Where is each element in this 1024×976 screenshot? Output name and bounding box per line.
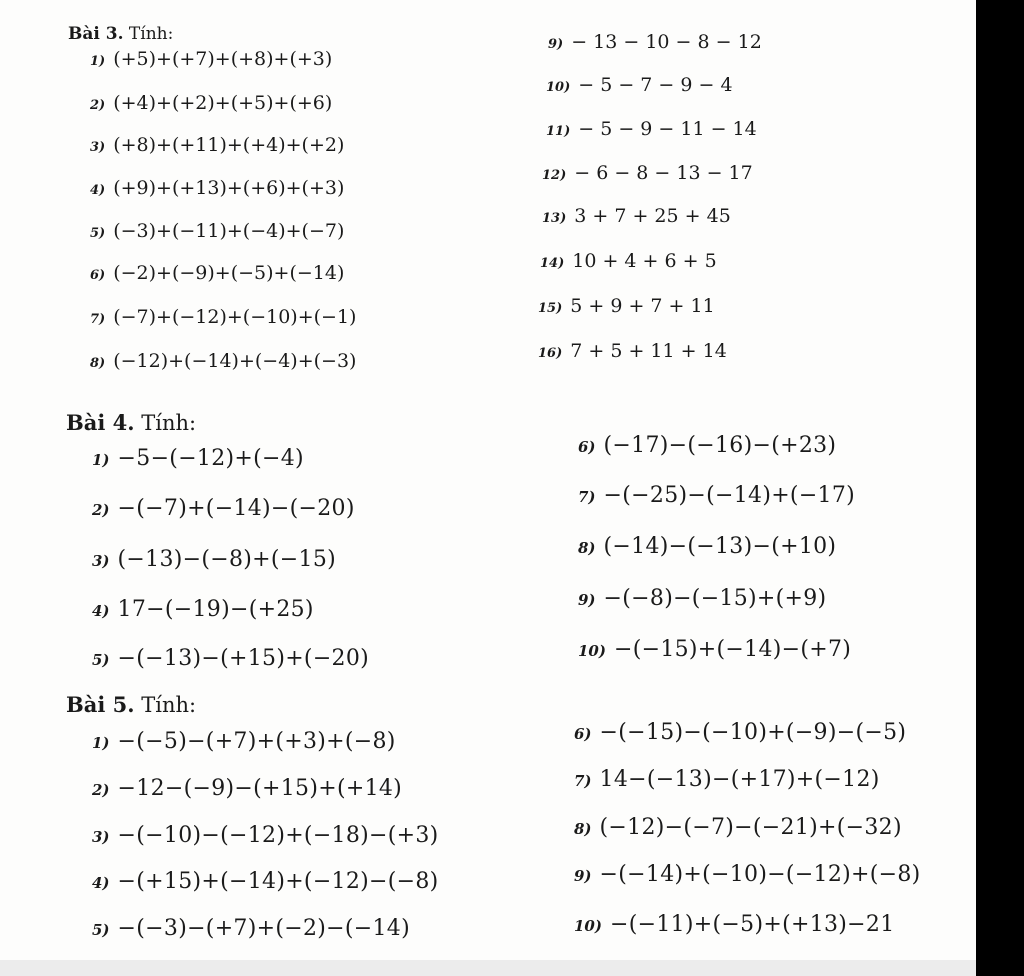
exercise-number: 7)	[574, 772, 592, 790]
exercise-number: 1)	[92, 451, 110, 469]
bai3-exercise-12	[542, 162, 753, 184]
exercise-number: 6)	[90, 268, 106, 283]
exercise-number: 10)	[574, 917, 602, 935]
exercise-number: 8)	[90, 356, 106, 371]
exercise-expression: (−2)+(−9)+(−5)+(−14)	[113, 262, 345, 284]
bai3-exercise-8	[90, 350, 356, 372]
exercise-expression: −(−10)−(−12)+(−18)−(+3)	[117, 823, 439, 848]
exercise-number: 4)	[92, 602, 110, 620]
bai5-exercise-8	[574, 815, 902, 840]
bai3-exercise-15	[538, 295, 715, 317]
exercise-expression: −(−5)−(+7)+(+3)+(−8)	[117, 729, 396, 754]
exercise-expression: − 5 − 7 − 9 − 4	[578, 74, 733, 96]
exercise-expression: −(−25)−(−14)+(−17)	[603, 483, 856, 508]
exercise-expression: (−3)+(−11)+(−4)+(−7)	[113, 220, 345, 242]
bai4-title-bold: Bài 4.	[66, 410, 135, 435]
bai3-exercise-11	[546, 118, 757, 140]
exercise-number: 4)	[90, 183, 106, 198]
bai3-exercise-1	[90, 48, 332, 70]
exercise-number: 5)	[92, 921, 110, 939]
exercise-expression: (−17)−(−16)−(+23)	[603, 433, 837, 458]
bai5-title-rest: Tính:	[141, 693, 197, 717]
bai5-exercise-6	[574, 720, 906, 745]
exercise-number: 3)	[92, 828, 110, 846]
exercise-number: 11)	[546, 124, 571, 139]
exercise-number: 16)	[538, 346, 563, 361]
exercise-expression: −(−3)−(+7)+(−2)−(−14)	[117, 916, 410, 941]
exercise-expression: −12−(−9)−(+15)+(+14)	[117, 776, 403, 801]
exercise-expression: 7 + 5 + 11 + 14	[570, 340, 727, 362]
exercise-number: 12)	[542, 168, 567, 183]
exercise-expression: −(−14)+(−10)−(−12)+(−8)	[599, 862, 921, 887]
exercise-expression: −(−11)+(−5)+(+13)−21	[609, 912, 895, 937]
exercise-expression: (−12)−(−7)−(−21)+(−32)	[599, 815, 902, 840]
bai4-exercise-3	[92, 547, 336, 572]
exercise-expression: − 5 − 9 − 11 − 14	[578, 118, 757, 140]
exercise-expression: (+9)+(+13)+(+6)+(+3)	[113, 177, 345, 199]
bai4-exercise-4	[92, 597, 314, 622]
bai3-exercise-16	[538, 340, 727, 362]
bai5-title-bold: Bài 5.	[66, 692, 135, 717]
exercise-number: 9)	[578, 591, 596, 609]
bai4-exercise-9	[578, 586, 826, 611]
bai4-exercise-5	[92, 646, 369, 671]
exercise-expression: 10 + 4 + 6 + 5	[572, 250, 717, 272]
exercise-expression: −(−8)−(−15)+(+9)	[603, 586, 827, 611]
exercise-expression: (−14)−(−13)−(+10)	[603, 534, 837, 559]
exercise-number: 5)	[90, 226, 106, 241]
bai3-exercise-9	[548, 31, 762, 53]
exercise-number: 13)	[542, 211, 567, 226]
bai3-heading	[68, 24, 173, 44]
bai4-exercise-8	[578, 534, 836, 559]
exercise-number: 8)	[574, 820, 592, 838]
exercise-expression: (−7)+(−12)+(−10)+(−1)	[113, 306, 357, 328]
exercise-number: 9)	[574, 867, 592, 885]
bai3-title-bold: Bài 3.	[68, 24, 124, 44]
exercise-number: 2)	[92, 781, 110, 799]
bai3-exercise-4	[90, 177, 344, 199]
exercise-number: 6)	[578, 438, 596, 456]
bai3-exercise-5	[90, 220, 344, 242]
bai5-exercise-10	[574, 912, 895, 937]
bai5-exercise-2	[92, 776, 402, 801]
exercise-number: 3)	[90, 140, 106, 155]
exercise-number: 2)	[92, 501, 110, 519]
bai4-exercise-7	[578, 483, 855, 508]
exercise-number: 8)	[578, 539, 596, 557]
exercise-expression: (−12)+(−14)+(−4)+(−3)	[113, 350, 357, 372]
exercise-expression: 17−(−19)−(+25)	[117, 597, 314, 622]
bai5-exercise-1	[92, 729, 396, 754]
bai5-exercise-7	[574, 767, 880, 792]
exercise-number: 7)	[578, 488, 596, 506]
exercise-number: 6)	[574, 725, 592, 743]
bai4-heading	[66, 410, 196, 435]
exercise-number: 10)	[546, 80, 571, 95]
bai4-exercise-1	[92, 446, 304, 471]
bai5-exercise-3	[92, 823, 439, 848]
exercise-expression: (+8)+(+11)+(+4)+(+2)	[113, 134, 345, 156]
exercise-expression: 5 + 9 + 7 + 11	[570, 295, 715, 317]
bai3-title-rest: Tính:	[128, 24, 174, 44]
bai3-exercise-13	[542, 205, 731, 227]
bai5-exercise-4	[92, 869, 439, 894]
bai4-title-rest: Tính:	[141, 411, 197, 435]
exercise-expression: −(−15)−(−10)+(−9)−(−5)	[599, 720, 907, 745]
exercise-expression: −(−7)+(−14)−(−20)	[117, 496, 355, 521]
bai4-exercise-6	[578, 433, 836, 458]
bai3-exercise-14	[540, 250, 717, 272]
exercise-number: 4)	[92, 874, 110, 892]
exercise-expression: −5−(−12)+(−4)	[117, 446, 304, 471]
bai5-heading	[66, 692, 196, 717]
bai4-exercise-2	[92, 496, 355, 521]
exercise-number: 2)	[90, 98, 106, 113]
exercise-number: 14)	[540, 256, 565, 271]
exercise-expression: − 6 − 8 − 13 − 17	[574, 162, 753, 184]
bai3-exercise-3	[90, 134, 344, 156]
exercise-expression: (+4)+(+2)+(+5)+(+6)	[113, 92, 333, 114]
bai4-exercise-10	[578, 637, 851, 662]
exercise-expression: − 13 − 10 − 8 − 12	[571, 31, 762, 53]
exercise-number: 10)	[578, 642, 606, 660]
exercise-expression: 14−(−13)−(+17)+(−12)	[599, 767, 880, 792]
right-black-border	[976, 0, 1024, 976]
exercise-expression: 3 + 7 + 25 + 45	[574, 205, 731, 227]
exercise-expression: (+5)+(+7)+(+8)+(+3)	[113, 48, 333, 70]
exercise-expression: −(−15)+(−14)−(+7)	[613, 637, 852, 662]
bai3-exercise-7	[90, 306, 356, 328]
page-bottom-edge	[0, 960, 976, 976]
bai5-exercise-5	[92, 916, 410, 941]
exercise-expression: (−13)−(−8)+(−15)	[117, 547, 336, 572]
bai5-exercise-9	[574, 862, 921, 887]
exercise-number: 15)	[538, 301, 563, 316]
bai3-exercise-10	[546, 74, 733, 96]
exercise-number: 9)	[548, 37, 564, 52]
exercise-expression: −(−13)−(+15)+(−20)	[117, 646, 370, 671]
exercise-number: 1)	[92, 734, 110, 752]
exercise-number: 7)	[90, 312, 106, 327]
exercise-number: 3)	[92, 552, 110, 570]
bai3-exercise-2	[90, 92, 332, 114]
bai3-exercise-6	[90, 262, 344, 284]
exercise-number: 1)	[90, 54, 106, 69]
exercise-number: 5)	[92, 651, 110, 669]
exercise-expression: −(+15)+(−14)+(−12)−(−8)	[117, 869, 439, 894]
